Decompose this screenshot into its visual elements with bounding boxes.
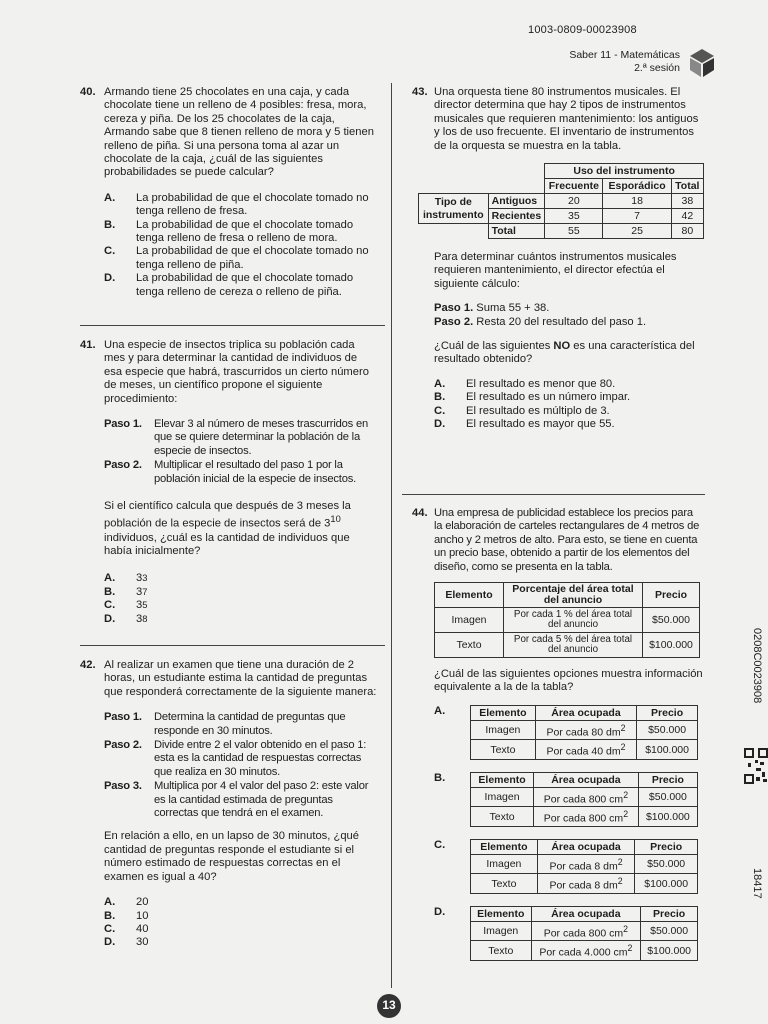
option-letter: A. [104, 896, 116, 909]
table-cell: $100.000 [638, 807, 697, 827]
step-label: Paso 1. [104, 711, 142, 724]
column-header: Elemento [471, 839, 538, 854]
option-a[interactable] [434, 378, 704, 391]
qr-code-icon [744, 748, 768, 784]
option-exponent: 7 [142, 586, 148, 597]
option-b[interactable] [104, 586, 377, 599]
question-separator [80, 325, 385, 326]
column-header: Área ocupada [531, 906, 641, 921]
table-cell [537, 854, 635, 874]
table-cell: Imagen [471, 854, 538, 874]
table-cell: Imagen [471, 787, 534, 807]
icfes-logo-icon [689, 48, 715, 78]
area-value: Por cada 8 dm [549, 879, 618, 892]
option-b[interactable] [104, 219, 377, 246]
table-row [435, 633, 700, 658]
question-text: En relación a ello, en un lapso de 30 minutos, ¿qué cantidad de preguntas responde el estudiante si el número estimado de respuestas correctas en el examen es igual a 40? [104, 830, 359, 883]
option-text: El resultado es mayor que 55. [466, 418, 615, 431]
table-cell: Texto [471, 874, 538, 894]
unit-exponent: 2 [623, 789, 629, 800]
step-label: Paso 1. [104, 418, 142, 431]
table-cell [535, 720, 636, 740]
table-row [471, 874, 698, 894]
procedure-steps [104, 418, 377, 486]
question-43 [412, 86, 704, 432]
option-b[interactable] [104, 910, 377, 923]
unit-exponent: 2 [617, 856, 623, 867]
table-cell: Imagen [471, 921, 532, 941]
option-table [470, 839, 698, 894]
unit-exponent: 2 [623, 923, 628, 934]
column-divider [391, 83, 392, 988]
option-text: El resultado es múltiplo de 3. [466, 404, 610, 417]
option-text: El resultado es un número impar. [466, 391, 631, 404]
unit-exponent: 2 [627, 943, 633, 954]
table-cell: $50.000 [643, 608, 700, 633]
table-row [471, 921, 698, 941]
column-header: Precio [635, 839, 698, 854]
unit-exponent: 2 [617, 876, 623, 887]
option-base: 3 [136, 585, 143, 598]
option-letter: B. [434, 391, 446, 404]
step-label: Paso 2. [104, 739, 142, 752]
procedure-steps [104, 711, 377, 820]
option-d[interactable] [104, 272, 377, 299]
option-a[interactable] [104, 572, 377, 585]
option-letter: C. [434, 838, 446, 851]
option-c[interactable] [434, 405, 704, 418]
page-number: 13 [377, 994, 401, 1018]
table-cell: Texto [435, 633, 504, 658]
page-header [569, 49, 680, 75]
area-value: Por cada 40 dm [546, 745, 621, 758]
area-value: Por cada 80 dm [546, 726, 621, 739]
option-table [470, 705, 698, 760]
option-d[interactable] [104, 936, 377, 949]
option-b[interactable] [434, 391, 704, 404]
options-list [434, 378, 704, 432]
table-cell [534, 807, 639, 827]
calculation-step [434, 316, 704, 329]
table-row [471, 787, 698, 807]
table-row [419, 224, 704, 239]
document-code: 1003-0809-00023908 [528, 24, 637, 36]
question-exponent: 10 [330, 514, 341, 525]
question-42 [80, 659, 377, 950]
option-text: 30 [136, 936, 149, 949]
side-code: 0208C0023908 [751, 628, 763, 704]
table-cell: Imagen [471, 720, 536, 740]
option-letter: B. [104, 218, 116, 231]
question-number: 43. [412, 86, 428, 98]
row-header: Recientes [488, 209, 545, 224]
column-header: Elemento [471, 705, 536, 720]
option-a[interactable] [434, 705, 704, 760]
option-letter: D. [104, 272, 116, 285]
question-number: 40. [80, 86, 96, 98]
table-cell [535, 740, 636, 760]
option-exponent: 3 [142, 573, 148, 584]
table-row [419, 194, 704, 209]
option-letter: B. [434, 771, 446, 784]
unit-exponent: 2 [620, 742, 626, 753]
option-c[interactable] [104, 599, 377, 612]
table-cell: 18 [603, 194, 671, 209]
option-c[interactable] [434, 839, 704, 894]
column-header: Elemento [435, 583, 504, 608]
column-header: Área ocupada [534, 772, 639, 787]
table-cell: 35 [545, 209, 603, 224]
question-41 [80, 339, 377, 626]
option-letter: C. [104, 922, 116, 935]
procedure-step [104, 739, 377, 779]
option-text: 20 [136, 896, 149, 909]
question-stem: Armando tiene 25 chocolates en una caja, y cada chocolate tiene un relleno de 4 posibles: fresa, mora, cereza y piña. De los 25 chocolates de la caja, Armando sabe que 8 tienen relleno de mora y 5 tienen relleno de piña. Si una persona toma al azar un chocolate de la caja, ¿cuál de las siguientes probabilidades se puede calcular? [104, 86, 374, 179]
question-text-pre: ¿Cuál de las siguientes [434, 340, 554, 353]
step-label: Paso 1. [434, 302, 474, 315]
option-text: La probabilidad de que el chocolate tomado tenga relleno de cereza o relleno de piña. [136, 272, 354, 298]
option-text: 40 [136, 922, 149, 935]
option-d[interactable] [104, 613, 377, 626]
question-number: 41. [80, 339, 96, 351]
option-letter: A. [104, 572, 116, 585]
column-header: Área ocupada [537, 839, 635, 854]
option-exponent: 8 [142, 613, 148, 624]
option-exponent: 5 [142, 600, 148, 611]
step-text: Divide entre 2 el valor obtenido en el paso 1: esta es la cantidad de respuestas correctas que realiza en 30 minutos. [154, 739, 367, 778]
row-header: Total [488, 224, 545, 239]
column-header: Elemento [471, 906, 532, 921]
unit-exponent: 2 [620, 722, 626, 733]
table-cell [531, 941, 641, 961]
column-header: Elemento [471, 772, 534, 787]
question-emphasis: NO [553, 340, 571, 353]
table-row [471, 854, 698, 874]
question-text-post: es una característica del resultado obtenido? [434, 340, 695, 366]
table-cell: 25 [603, 224, 671, 239]
option-a[interactable] [104, 896, 377, 909]
question-stem: Al realizar un examen que tiene una duración de 2 horas, un estudiante estima la cantidad de preguntas que responderá correctamente de la siguiente manera: [104, 659, 377, 698]
table-row [435, 608, 700, 633]
column-header: Frecuente [545, 179, 603, 194]
question-text [104, 500, 377, 558]
instrument-inventory-table [418, 163, 704, 239]
option-text: 10 [136, 909, 149, 922]
question-text-post: individuos, ¿cuál es la cantidad de individuos que había inicialmente? [104, 531, 350, 558]
option-text: La probabilidad de que el chocolate tomado no tenga relleno de fresa. [136, 191, 369, 218]
option-a[interactable] [104, 192, 377, 219]
table-cell [537, 874, 635, 894]
session-label: 2.ª sesión [634, 62, 680, 74]
procedure-step [104, 711, 377, 738]
table-cell: Texto [471, 941, 532, 961]
question-stem: Una especie de insectos triplica su población cada mes y para determinar la cantidad de individuos de esa especie que habrá, trascurridos un cierto número de meses, un científico propone el siguiente procedimiento: [104, 339, 369, 405]
column-header: Total [671, 179, 703, 194]
table-cell: 42 [671, 209, 703, 224]
procedure-step [104, 459, 377, 486]
option-d[interactable] [434, 906, 704, 961]
table-row [471, 720, 698, 740]
step-text: Multiplica por 4 el valor del paso 2: este valor es la cantidad estimada de preguntas correctas que tendrá en el examen. [154, 780, 369, 820]
table-cell: 20 [545, 194, 603, 209]
table-cell: $50.000 [641, 921, 698, 941]
unit-exponent: 2 [623, 809, 629, 820]
option-table [470, 906, 698, 961]
question-text-pre: Si el científico calcula que después de 3 meses la población de la especie de insectos será de 3 [104, 500, 351, 531]
table-cell: $100.000 [635, 874, 698, 894]
option-d[interactable] [434, 418, 704, 431]
table-cell: $100.000 [637, 740, 698, 760]
question-text: ¿Cuál de las siguientes opciones muestra información equivalente a la de la tabla? [434, 668, 703, 694]
option-base: 3 [136, 612, 143, 625]
procedure-step [104, 780, 377, 820]
table-cell: Texto [471, 740, 536, 760]
table-cell [534, 787, 639, 807]
question-separator [402, 494, 705, 495]
table-cell: Por cada 5 % del área total del anuncio [504, 633, 643, 658]
step-text: Multiplicar el resultado del paso 1 por la población inicial de la especie de insectos. [154, 459, 357, 485]
table-cell: 55 [545, 224, 603, 239]
pricing-table [434, 582, 700, 658]
table-cell: $50.000 [638, 787, 697, 807]
calculation-intro: Para determinar cuántos instrumentos musicales requieren mantenimiento, el director efectúa el siguiente cálculo: [434, 251, 677, 290]
calculation-step [434, 302, 704, 315]
option-letter: C. [434, 404, 446, 417]
table-cell: $50.000 [637, 720, 698, 740]
question-stem: Una orquesta tiene 80 instrumentos musicales. El director determina que hay 2 tipos de instrumentos musicales que requieren mantenimiento: los antiguos y los de uso frecuente. El inventario de instrumentos de la orquesta se muestra en la tabla. [434, 86, 699, 152]
option-table [470, 772, 698, 827]
question-separator [80, 645, 385, 646]
options-list [104, 192, 377, 299]
step-label: Paso 2. [104, 459, 142, 472]
option-letter: C. [104, 599, 116, 612]
table-cell: $100.000 [643, 633, 700, 658]
row-group-header: Tipo de instrumento [419, 194, 489, 224]
row-header: Antiguos [488, 194, 545, 209]
option-b[interactable] [434, 772, 704, 827]
option-base: 3 [136, 572, 143, 585]
table-cell: Imagen [435, 608, 504, 633]
column-header: Porcentaje del área total del anuncio [504, 583, 643, 608]
table-row [471, 807, 698, 827]
option-letter: D. [434, 418, 446, 431]
option-letter: D. [434, 905, 446, 918]
option-letter: B. [104, 909, 116, 922]
column-header: Precio [638, 772, 697, 787]
column-header: Esporádico [603, 179, 671, 194]
table-cell [531, 921, 641, 941]
step-text: Resta 20 del resultado del paso 1. [476, 315, 647, 328]
option-letter: A. [434, 704, 446, 717]
side-number: 18417 [751, 868, 763, 899]
column-header: Precio [637, 705, 698, 720]
table-cell: Texto [471, 807, 534, 827]
question-40 [80, 86, 377, 299]
area-value: Por cada 4.000 cm [539, 946, 628, 959]
step-label: Paso 2. [434, 315, 474, 328]
option-c[interactable] [104, 923, 377, 936]
table-cell: 38 [671, 194, 703, 209]
option-letter: B. [104, 585, 116, 598]
step-label: Paso 3. [104, 780, 142, 793]
option-letter: D. [104, 612, 116, 625]
question-number: 42. [80, 659, 96, 671]
area-value: Por cada 8 dm [549, 860, 618, 873]
area-value: Por cada 800 cm [543, 793, 624, 806]
table-cell: 7 [603, 209, 671, 224]
area-value: Por cada 800 cm [543, 927, 624, 940]
option-text: La probabilidad de que el chocolate tomado no tenga relleno de piña. [136, 245, 369, 271]
calculation-steps [434, 302, 704, 329]
column-header: Precio [641, 906, 698, 921]
option-letter: A. [104, 191, 116, 204]
question-text [434, 340, 704, 367]
question-stem: Una empresa de publicidad establece los precios para la elaboración de carteles rectangulares de 4 metros de ancho y 2 metros de alto. Para esto, se tiene en cuenta un precio base, obtenido a partir de los elementos del diseño, como se presenta en la tabla. [434, 507, 700, 573]
option-letter: C. [104, 245, 116, 258]
option-text: La probabilidad de que el chocolate tomado tenga relleno de fresa o relleno de mora. [136, 218, 354, 245]
step-text: Suma 55 + 38. [476, 302, 550, 315]
table-row [471, 740, 698, 760]
table-row [471, 941, 698, 961]
area-value: Por cada 800 cm [543, 812, 624, 825]
options-list [434, 705, 704, 961]
option-base: 3 [136, 599, 143, 612]
option-text: El resultado es menor que 80. [466, 377, 616, 390]
option-c[interactable] [104, 245, 377, 272]
option-letter: D. [104, 936, 116, 949]
step-text: Elevar 3 al número de meses trascurridos en que se quiere determinar la población de la especie de insectos. [154, 418, 369, 457]
step-text: Determina la cantidad de preguntas que responde en 30 minutos. [154, 711, 346, 737]
question-number: 44. [412, 507, 428, 519]
table-cell: 80 [671, 224, 703, 239]
option-letter: A. [434, 377, 446, 390]
procedure-step [104, 418, 377, 458]
table-cell: $50.000 [635, 854, 698, 874]
options-list [104, 896, 377, 950]
table-cell: $100.000 [641, 941, 698, 961]
subject-label: Saber 11 - Matemáticas [569, 49, 680, 61]
table-cell: Por cada 1 % del área total del anuncio [504, 608, 643, 633]
column-header: Área ocupada [535, 705, 636, 720]
table-title: Uso del instrumento [545, 164, 704, 179]
column-header: Precio [643, 583, 700, 608]
options-list [104, 572, 377, 626]
question-44 [412, 507, 704, 961]
